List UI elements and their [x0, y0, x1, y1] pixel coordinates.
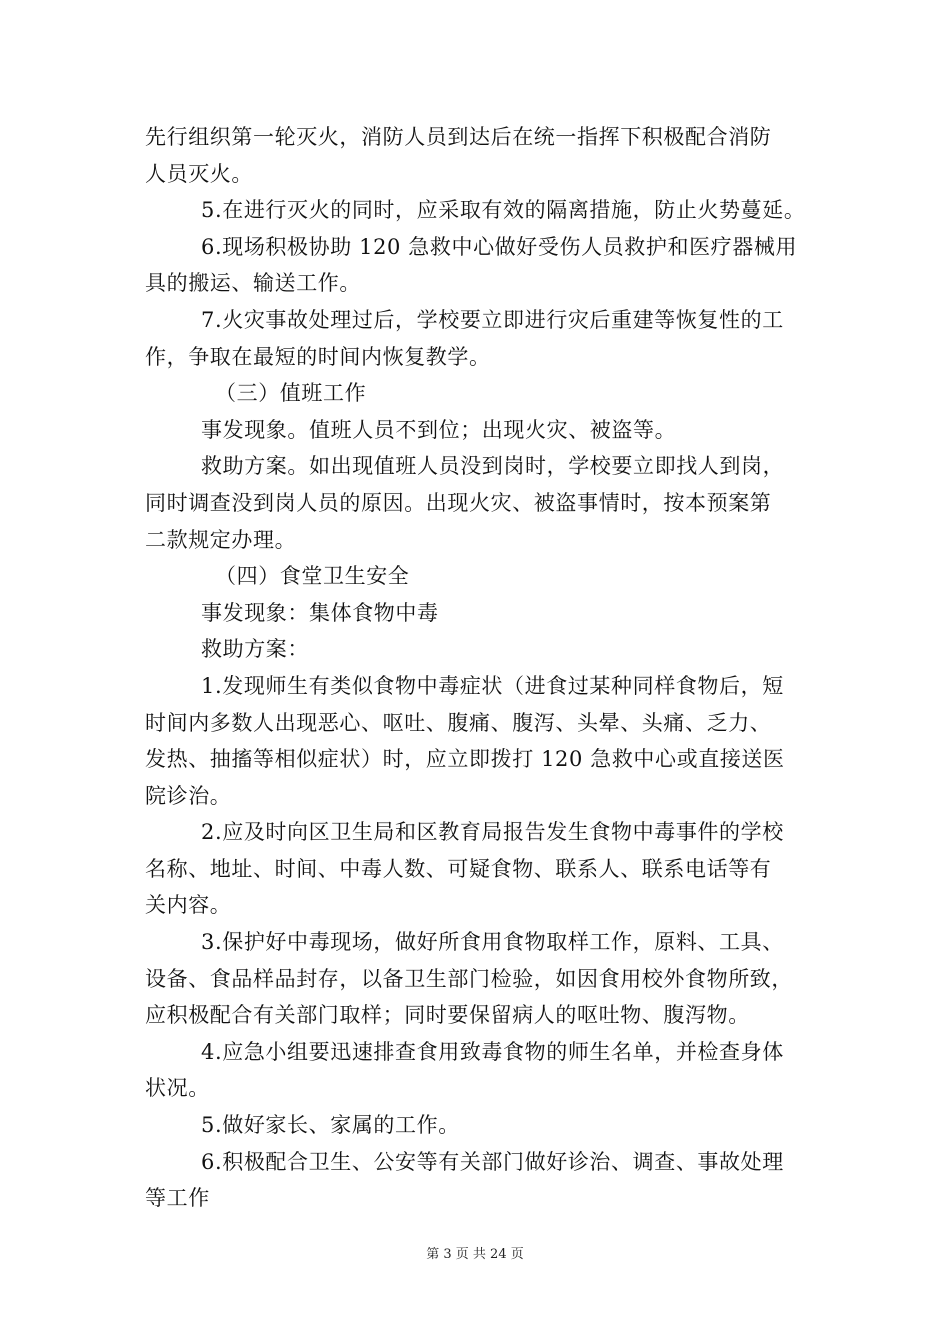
text-line: 设备、食品样品封存，以备卫生部门检验，如因食用校外食物所致，	[145, 966, 793, 991]
text-line: 发热、抽搐等相似症状）时，应立即拨打 120 急救中心或直接送医	[145, 747, 785, 772]
text-line: 先行组织第一轮灭火，消防人员到达后在统一指挥下积极配合消防	[145, 125, 772, 149]
text-line: 1.发现师生有类似食物中毒症状（进食过某种同样食物后，短	[201, 673, 784, 698]
text-line: 事发现象：集体食物中毒	[201, 600, 439, 625]
text-line: 5.做好家长、家属的工作。	[201, 1113, 460, 1138]
text-line: 5.在进行灭火的同时，应采取有效的隔离措施，防止火势蔓延。	[201, 198, 806, 223]
text-line: 应积极配合有关部门取样；同时要保留病人的呕吐物、腹泻物。	[145, 1003, 750, 1028]
text-line: 时间内多数人出现恶心、呕吐、腹痛、腹泻、头晕、头痛、乏力、	[145, 710, 772, 735]
text-line: 4.应急小组要迅速排查食用致毒食物的师生名单，并检查身体	[201, 1039, 784, 1064]
text-line: 名称、地址、时间、中毒人数、可疑食物、联系人、联系电话等有	[145, 856, 772, 881]
text-line: （四）食堂卫生安全	[215, 564, 410, 589]
text-line: 3.保护好中毒现场，做好所食用食物取样工作，原料、工具、	[201, 930, 784, 955]
text-line: 人员灭火。	[145, 161, 253, 186]
text-line: 6.积极配合卫生、公安等有关部门做好诊治、调查、事故处理	[201, 1149, 784, 1174]
text-line: 事发现象。值班人员不到位；出现火灾、被盗等。	[201, 417, 677, 442]
text-line: 院诊治。	[145, 783, 232, 808]
document-body	[145, 119, 813, 1217]
text-line: 具的搬运、输送工作。	[145, 271, 361, 296]
text-line: 救助方案。如出现值班人员没到岗时，学校要立即找人到岗，	[201, 454, 785, 479]
text-line: 关内容。	[145, 893, 232, 918]
text-line: 2.应及时向区卫生局和区教育局报告发生食物中毒事件的学校	[201, 820, 784, 845]
text-line: 等工作	[145, 1186, 210, 1211]
text-line: 二款规定办理。	[145, 527, 297, 552]
text-line: 作，争取在最短的时间内恢复教学。	[145, 344, 491, 369]
text-line: （三）值班工作	[215, 381, 367, 406]
text-line: 同时调查没到岗人员的原因。出现火灾、被盗事情时，按本预案第	[145, 490, 772, 515]
page-number-label: 第 3 页 共 24 页	[426, 1247, 524, 1262]
text-line: 6.现场积极协助 120 急救中心做好受伤人员救护和医疗器械用	[201, 234, 798, 259]
text-line: 7.火灾事故处理过后，学校要立即进行灾后重建等恢复性的工	[201, 307, 784, 332]
text-line: 状况。	[145, 1076, 210, 1101]
page-footer	[0, 1247, 950, 1263]
text-line: 救助方案：	[201, 637, 309, 662]
